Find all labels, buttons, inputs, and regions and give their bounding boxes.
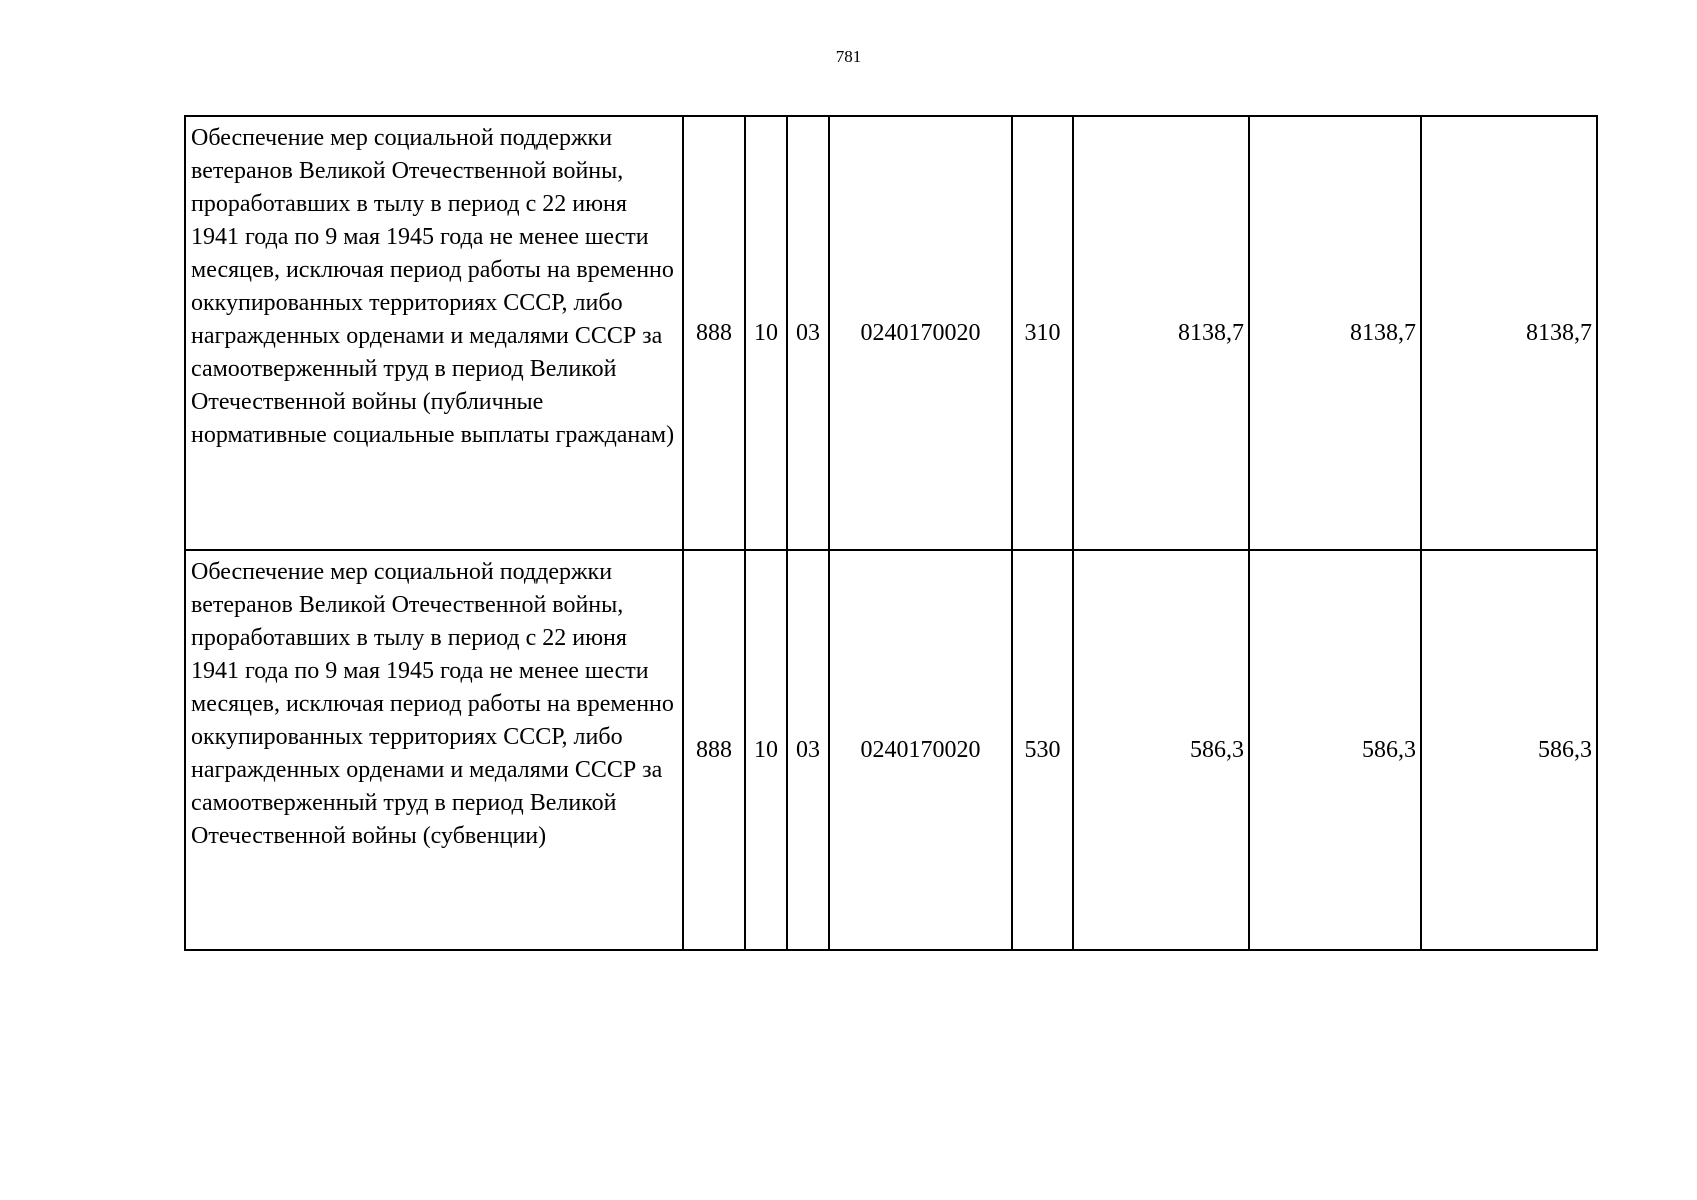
- target-article-code: 0240170020: [829, 116, 1012, 550]
- ministry-code: 888: [683, 116, 745, 550]
- target-article-code: 0240170020: [829, 550, 1012, 950]
- table-row: [185, 116, 1597, 550]
- amount-3: 8138,7: [1421, 116, 1597, 550]
- ministry-code: 888: [683, 550, 745, 950]
- subsection-code: 03: [787, 550, 829, 950]
- budget-table: [184, 115, 1598, 951]
- subsection-code: 03: [787, 116, 829, 550]
- section-code: 10: [745, 550, 787, 950]
- table-row: [185, 550, 1597, 950]
- amount-1: 586,3: [1073, 550, 1249, 950]
- expense-type-code: 530: [1012, 550, 1073, 950]
- section-code: 10: [745, 116, 787, 550]
- amount-1: 8138,7: [1073, 116, 1249, 550]
- expense-type-code: 310: [1012, 116, 1073, 550]
- row-description: Обеспечение мер социальной поддержки ветеранов Великой Отечественной войны, проработавших в тылу в период с 22 июня 1941 года по 9 мая 1945 года не менее шести месяцев, исключая период работы на временно оккупированных территориях СССР, либо награжденных орденами и медалями СССР за самоотверженный труд в период Великой Отечественной войны (субвенции): [185, 550, 683, 950]
- page-number: 781: [835, 47, 862, 66]
- amount-2: 8138,7: [1249, 116, 1421, 550]
- amount-2: 586,3: [1249, 550, 1421, 950]
- row-description: Обеспечение мер социальной поддержки ветеранов Великой Отечественной войны, проработавших в тылу в период с 22 июня 1941 года по 9 мая 1945 года не менее шести месяцев, исключая период работы на временно оккупированных территориях СССР, либо награжденных орденами и медалями СССР за самоотверженный труд в период Великой Отечественной войны (публичные нормативные социальные выплаты гражданам): [185, 116, 683, 550]
- amount-3: 586,3: [1421, 550, 1597, 950]
